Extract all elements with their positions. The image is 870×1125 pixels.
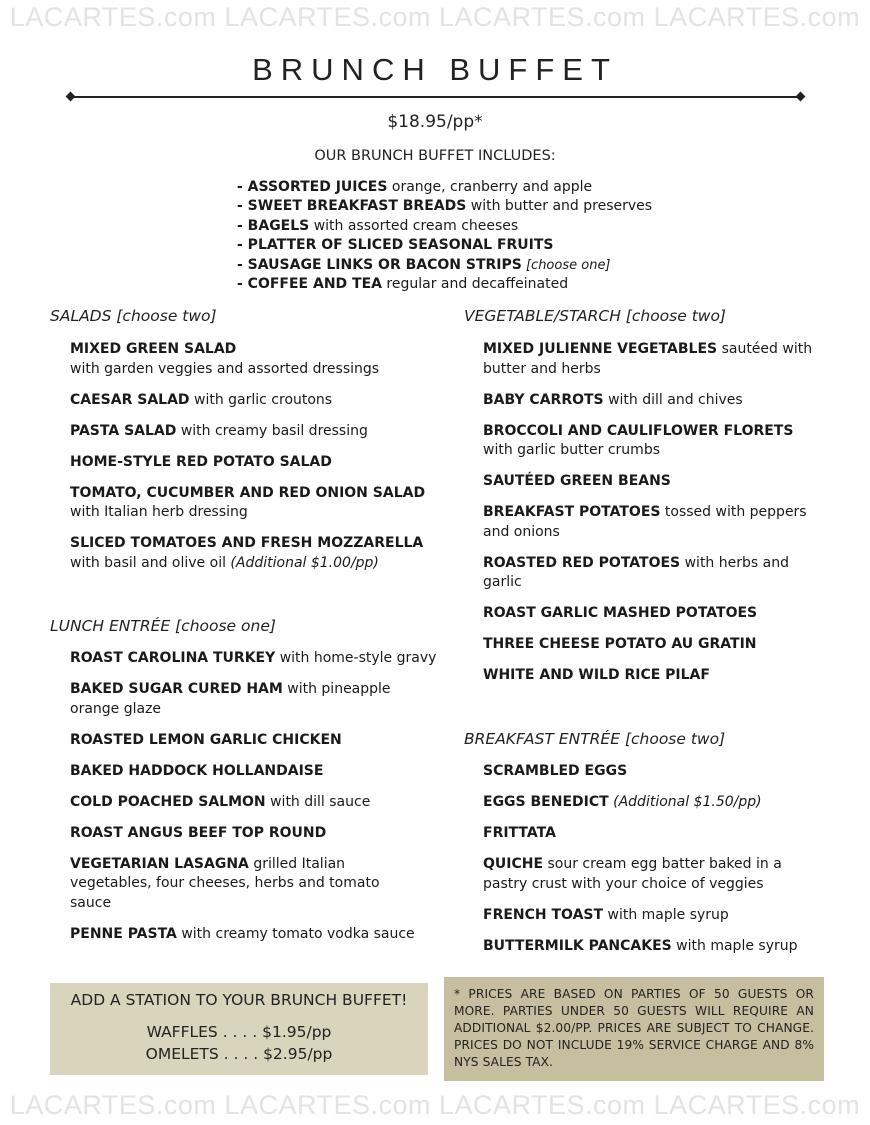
station-box [50, 983, 428, 1075]
station-waffles: WAFFLES . . . . $1.95/pp [146, 1023, 332, 1041]
page-title: BRUNCH BUFFET [252, 52, 618, 87]
lunch-heading: LUNCH ENTRÉE [choose one] [50, 617, 276, 635]
menu-item: ROASTED RED POTATOES with herbs and garlic [483, 554, 789, 590]
menu-item: ROAST GARLIC MASHED POTATOES [483, 605, 758, 621]
salads-list [70, 340, 430, 585]
menu-item: EGGS BENEDICT (Additional $1.50/pp) [483, 794, 762, 810]
buffet-price: $18.95/pp* [387, 112, 483, 132]
pricing-footnote: * PRICES ARE BASED ON PARTIES OF 50 GUESTS OR MORE. PARTIES UNDER 50 GUESTS WILL REQUIRE AN ADDITIONAL $2.00/PP. PRICES ARE SUBJECT TO CHANGE. PRICES DO NOT INCLUDE 19% SERVICE CHARGE AND 8% NYS SALES TAX. [454, 987, 814, 1069]
menu-item: BAKED SUGAR CURED HAM with pineapple orange glaze [70, 681, 391, 717]
vegetable-heading: VEGETABLE/STARCH [choose two] [464, 307, 726, 325]
includes-item: - BAGELS with assorted cream cheeses [237, 217, 519, 234]
menu-item: ROASTED LEMON GARLIC CHICKEN [70, 731, 342, 748]
watermark-bottom: LACARTES.com LACARTES.com LACARTES.com LACARTES.com [9, 1090, 861, 1120]
menu-item: QUICHE sour cream egg batter baked in a pastry crust with your choice of veggies [483, 856, 782, 892]
menu-item: BABY CARROTS with dill and chives [483, 391, 743, 408]
includes-item: - ASSORTED JUICES orange, cranberry and apple [237, 179, 593, 195]
menu-item: COLD POACHED SALMON with dill sauce [70, 793, 371, 810]
menu-item: BUTTERMILK PANCAKES with maple syrup [483, 937, 798, 954]
divider-diamond-right [796, 92, 806, 102]
menu-item: FRITTATA [483, 825, 556, 841]
vegetable-list [483, 340, 823, 697]
menu-item: MIXED GREEN SALAD with garden veggies and assorted dressings [70, 341, 380, 377]
divider-diamond-left [66, 92, 76, 102]
title-divider [72, 96, 800, 98]
salads-heading: SALADS [choose two] [50, 307, 217, 325]
menu-item: CAESAR SALAD with garlic croutons [70, 391, 333, 408]
menu-item: FRENCH TOAST with maple syrup [483, 906, 729, 923]
menu-item: THREE CHEESE POTATO AU GRATIN [483, 636, 757, 652]
breakfast-heading: BREAKFAST ENTRÉE [choose two] [464, 730, 726, 748]
menu-item: BAKED HADDOCK HOLLANDAISE [70, 762, 324, 779]
pricing-footnote-box [444, 977, 824, 1081]
includes-item: - COFFEE AND TEA regular and decaffeinated [237, 276, 569, 293]
watermark-top: LACARTES.com LACARTES.com LACARTES.com LACARTES.com [9, 2, 861, 32]
menu-item: VEGETARIAN LASAGNA grilled Italian vegetables, four cheeses, herbs and tomato sauce [70, 855, 380, 911]
menu-item: WHITE AND WILD RICE PILAF [483, 667, 710, 683]
menu-item: SAUTÉED GREEN BEANS [483, 473, 671, 489]
menu-item: SLICED TOMATOES AND FRESH MOZZARELLA with basil and olive oil (Additional $1.00/pp) [70, 535, 424, 571]
menu-item: MIXED JULIENNE VEGETABLES sautéed with butter and herbs [483, 341, 813, 377]
breakfast-list [483, 762, 823, 968]
includes-heading: OUR BRUNCH BUFFET INCLUDES: [314, 148, 556, 164]
station-omelets: OMELETS . . . . $2.95/pp [145, 1045, 333, 1063]
station-heading: ADD A STATION TO YOUR BRUNCH BUFFET! [70, 991, 408, 1009]
menu-item: HOME-STYLE RED POTATO SALAD [70, 453, 332, 470]
includes-item: - SAUSAGE LINKS OR BACON STRIPS [choose one] [237, 256, 611, 273]
includes-item: - SWEET BREAKFAST BREADS with butter and preserves [237, 198, 653, 215]
menu-item: PENNE PASTA with creamy tomato vodka sauce [70, 925, 415, 942]
menu-item: ROAST ANGUS BEEF TOP ROUND [70, 824, 327, 841]
includes-item: - PLATTER OF SLICED SEASONAL FRUITS [237, 237, 554, 254]
menu-item: BREAKFAST POTATOES tossed with peppers and onions [483, 504, 807, 540]
menu-item: PASTA SALAD with creamy basil dressing [70, 422, 368, 439]
includes-list [237, 178, 837, 294]
menu-item: ROAST CAROLINA TURKEY with home-style gravy [70, 650, 437, 666]
menu-item: TOMATO, CUCUMBER AND RED ONION SALAD with Italian herb dressing [70, 484, 426, 520]
lunch-list [70, 649, 442, 956]
menu-item: BROCCOLI AND CAULIFLOWER FLORETS with garlic butter crumbs [483, 422, 794, 458]
menu-item: SCRAMBLED EGGS [483, 763, 628, 779]
